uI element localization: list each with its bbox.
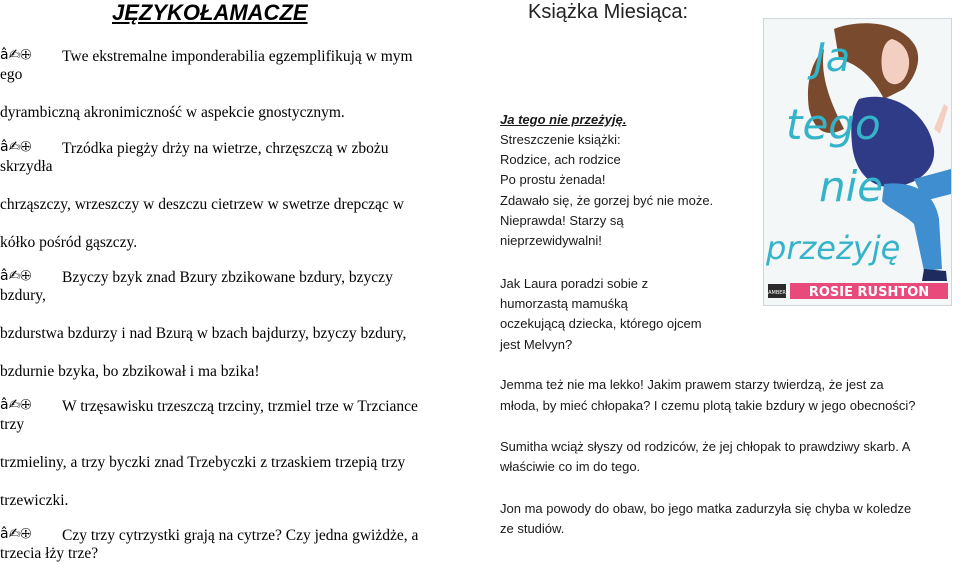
twister-line: chrząszczy, wrzeszczy w deszczu cietrzew w swetrze drepcząc w [0,196,404,213]
twister-line: kółko pośród gąszczy. [0,234,138,251]
twister-line: trzmieliny, a trzy byczki znad Trzebyczki z trzaskiem trzepią trzy [0,454,406,471]
page-title: JĘZYKOŁAMACZE [112,0,308,25]
twister-line: bzdury, [0,287,46,304]
cover-title-word: tego [786,100,881,149]
summary-line: humorzastą mamuśką [500,296,628,311]
twister-line: trzy [0,416,25,433]
section-title: Książka Miesiąca: [528,1,689,23]
summary-line: ze studiów. [500,521,565,536]
publisher-label: AMBER [768,290,786,296]
bullet-icon: â✍🕀 [0,139,32,155]
bullet-icon: â✍🕀 [0,526,32,542]
summary-line: Po prostu żenada! [500,172,606,187]
summary-line: Sumitha wciąż słyszy od rodziców, że jej chłopak to prawdziwy skarb. A [500,439,911,454]
twister-line: skrzydła [0,158,53,175]
summary-line: Jak Laura poradzi sobie z [500,276,649,291]
twister-line: Bzyczy bzyk znad Bzury zbzikowane bzdury, bzyczy [62,269,393,286]
twister-line: Czy trzy cytrzystki grają na cytrze? Czy jedna gwiżdże, a [62,527,419,544]
twister-line: dyrambiczną akronimiczność w aspekcie gnostycznym. [0,104,345,121]
cover-author: ROSIE RUSHTON [808,285,930,300]
twister-line: trzewiczki. [0,492,69,509]
twister-line: W trzęsawisku trzeszczą trzciny, trzmiel trze w Trzciance [62,398,418,415]
summary-line: Jemma też nie ma lekko! Jakim prawem starzy twierdzą, że jest za [500,377,884,392]
twister-line: Trzódka piegży drży na wietrze, chrzęszczą w zbożu [62,140,389,157]
cover-title-word: przeżyję [766,229,901,267]
summary-line: oczekującą dziecka, którego ojcem [500,316,702,331]
twister-line: ego [0,66,23,83]
summary-line: właściwie co im do tego. [500,459,641,474]
cover-title-word: Ja [814,35,851,81]
bullet-icon: â✍🕀 [0,397,32,413]
twister-line: bzdurnie bzyka, bo zbzikował i ma bzika! [0,363,260,380]
bullet-icon: â✍🕀 [0,268,32,284]
summary-line: młoda, by mieć chłopaka? I czemu plotą takie bzdury w jego obecności? [500,398,916,413]
summary-line: Rodzice, ach rodzice [500,152,621,167]
cover-title-word: nie [819,162,884,211]
twister-line: trzecia łży trze? [0,545,99,562]
twister-line: bzdurstwa bzdurzy i nad Bzurą w bzach bajdurzy, bzyczy bzdury, [0,325,407,342]
summary-line: Jon ma powody do obaw, bo jego matka zadurzyła się chyba w koledze [500,501,912,516]
bullet-icon: â✍🕀 [0,47,32,63]
summary-line: jest Melvyn? [500,337,573,352]
summary-line: Zdawało się, że gorzej być nie może. [500,193,714,208]
book-cover [763,18,952,306]
summary-line: Streszczenie książki: [500,132,621,147]
summary-line: Nieprawda! Starzy są [500,213,624,228]
summary-line: nieprzewidywalni! [500,233,602,248]
twister-line: Twe ekstremalne imponderabilia egzemplifikują w mym [62,48,413,65]
book-title: Ja tego nie przeżyję. [500,112,627,127]
